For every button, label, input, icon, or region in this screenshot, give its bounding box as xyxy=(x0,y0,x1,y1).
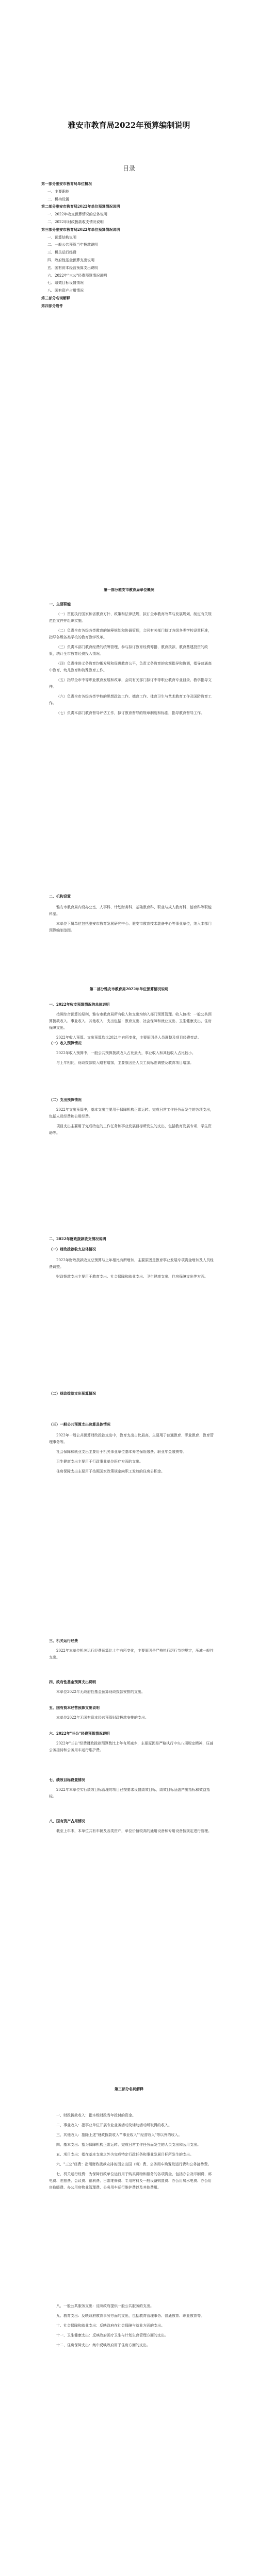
paragraph: 本单位2022年无国有资本经营预算财政拨款安排的支出。 xyxy=(56,1716,149,1720)
paragraph: 七、机关运行经费：为保障行政单位运行用于购买货物和服务的各项资金，包括办公及印刷费、邮电费、差旅费、会议费、福利费、日常维修费、专用材料及一般设备购置费、办公用房水电费、办公用房取暖费、办公用房物业管理费、公务用车运行维护费以及其他费用。 xyxy=(49,2172,212,2190)
toc-entry: 第二部分雅安市教育局2022年单位预算情况说明 xyxy=(41,204,120,209)
section7-body xyxy=(49,1787,214,1803)
table-of-contents xyxy=(41,180,217,310)
paragraph: 十、社会保障和就业支出：反映政府在社会保障与就业方面的支出。 xyxy=(56,2324,165,2328)
toc-title: 目录 xyxy=(122,165,135,172)
paragraph: （七）负责本部门教育督导评估工作，拟订教育督导的规章制度和标准，指导教育督导工作。 xyxy=(56,711,204,715)
part1-section1-heading: 一、主要职能 xyxy=(49,602,71,606)
paragraph: 按照综合预算的原则，雅安市教育局所有收入和支出均纳入部门预算管理。收入包括：一般公共预算拨款收入、事业收入、其他收入；支出包括：教育支出、社会保障和就业支出、卫生健康支出、住房保障支出。 xyxy=(49,1012,212,1030)
paragraph: 十二、住房保障支出：集中反映政府用于住房方面的支出。 xyxy=(56,2343,150,2347)
paragraph: 项目支出主要用于完成特定的工作任务和事业发展目标所发生的支出，包括教育发展专项、学生资助等。 xyxy=(49,1124,212,1135)
toc-entry: 第一部分雅安市教育局单位概况 xyxy=(41,181,92,186)
part2-section1-sub1: （一）收入预算情况 xyxy=(49,1041,82,1045)
paragraph: 一、财政拨款收入：指本级财政当年拨付的资金。 xyxy=(56,2113,136,2117)
part2-section1-sub1-body xyxy=(49,1050,214,1070)
section8-body xyxy=(49,1828,214,1838)
paragraph: 本单位2022年无政府性基金预算财政拨款安排的支出。 xyxy=(56,1690,145,1694)
part2-section2-heading: 二、2022年财政拨款收支情况说明 xyxy=(49,1236,106,1241)
paragraph: 2022年收入预算中，一般公共预算拨款收入占比最大，事业收入和其他收入占比较小。 xyxy=(56,1051,196,1055)
part1-section2-heading: 二、机构设置 xyxy=(49,894,71,899)
paragraph: （二）负责全市各级各类教育的统筹规划和协调管理，会同有关部门拟订各级各类学校设置标准，指导各级各类学校的教育教学改革。 xyxy=(49,629,212,639)
section5-heading: 五、国有资本经营预算支出说明 xyxy=(49,1705,100,1710)
paragraph: 本单位下属单位包括雅安市教育发展研究中心、雅安市教育技术装备中心等事业单位，纳入本部门预算编制范围。 xyxy=(49,922,212,933)
paragraph: 2022年"三公"经费财政拨款预算数比上年有所减少，主要原因是严格执行中央八项规定精神，压减公务接待和公务用车运行维护费。 xyxy=(49,1741,214,1752)
paragraph: 五、项目支出：指在基本支出之外为完成特定行政任务和事业发展目标所发生的支出。 xyxy=(56,2153,194,2157)
paragraph: 截至上年末，本单位共有车辆及各类资产，单位价值较高的通用设备和专用设备按规定进行管理。 xyxy=(56,1829,212,1833)
paragraph: 2022年本单位实行绩效目标管理的项目已按要求设置绩效目标，绩效目标涵盖产出指标和效益指标。 xyxy=(49,1788,210,1799)
part2-section2-sub3: （三）一般公共预算支出决算具体情况 xyxy=(49,1422,110,1427)
part2-section2-body xyxy=(49,1257,214,1283)
paragraph: 住房保障支出主要用于按照国家政策规定向职工发放的住房公积金。 xyxy=(56,1469,165,1473)
paragraph: 雅安市教育局内设办公室、人事科、计划财务科、基础教育科、职业与成人教育科、德育科等职能科室。 xyxy=(49,905,212,916)
toc-entry: 一、预算结构说明 xyxy=(47,235,76,240)
toc-entry: 一、2022年收支预算情况的总体说明 xyxy=(47,212,107,217)
paragraph: 2022年支出预算中，基本支出主要用于保障机构正常运转、完成日常工作任务而发生的各项支出，包括人员经费和公用经费。 xyxy=(49,1108,214,1118)
section4-body xyxy=(49,1689,214,1699)
glossary-heading: 第三部分名词解释 xyxy=(115,2087,143,2091)
toc-entry: 八、国有资产占用情况 xyxy=(47,289,84,293)
paragraph: 十一、卫生健康支出：反映政府医疗卫生与计划生育管理方面的支出。 xyxy=(56,2333,168,2337)
part1-heading: 第一部分雅安市教育局单位概况 xyxy=(104,587,154,592)
glossary-footer-body xyxy=(49,2303,214,2352)
section7-heading: 七、绩效目标设置情况 xyxy=(49,1777,85,1782)
part2-section1-heading: 一、2022年收支预算情况的总体说明 xyxy=(49,1002,110,1007)
paragraph: 2022年财政拨款收支总预算与上年相比有所增加，主要原因是教育事业发展专项资金增加及人员经费调整。 xyxy=(49,1258,214,1269)
paragraph: 三、其他收入：指除上述"财政拨款收入""事业收入""经营收入"等以外的收入。 xyxy=(56,2133,182,2137)
toc-entry: 第四部分附件 xyxy=(41,303,63,308)
toc-entry: 一、主要职能 xyxy=(47,189,69,194)
paragraph: （四）负责推进义务教育均衡发展和促进教育公平，负责义务教育的宏观指导和协调，指导普通高中教育、幼儿教育和特殊教育工作。 xyxy=(49,662,212,672)
paragraph: 六、"三公"经费：指用财政拨款安排的因公出国（境）费、公务用车购置及运行费和公务接待费。 xyxy=(56,2162,212,2166)
toc-entry: 七、绩效目标设置情况 xyxy=(47,281,84,285)
part2-section1-sub2: （二）支出预算情况 xyxy=(49,1097,82,1102)
section3-body xyxy=(49,1648,214,1664)
paragraph: 2022年收入预算、支出预算均比2021年有所变化，主要原因是人员调整及项目经费变动。 xyxy=(56,1036,201,1040)
section3-heading: 三、机关运行经费 xyxy=(49,1638,78,1643)
glossary-body xyxy=(49,2112,214,2194)
part1-section1-body xyxy=(49,611,214,720)
paragraph: （三）负责本部门教育经费的统筹管理，参与拟订教育经费筹措、教育拨款、教育基建投资的政策，统计全市教育经费投入情况。 xyxy=(49,645,208,656)
toc-entry: 第三部分雅安市教育局2022年单位预算情况说明 xyxy=(41,227,120,232)
paragraph: 卫生健康支出主要用于行政事业单位医疗方面的支出。 xyxy=(56,1460,143,1464)
paragraph: （一）贯彻执行国家和省教育方针、政策和法律法规，拟订全市教育改革与发展规划，制定有关规范性文件并组织实施。 xyxy=(49,612,212,623)
section8-heading: 八、国有资产占用情况 xyxy=(49,1819,85,1823)
toc-entry: 第三部分名词解释 xyxy=(41,295,70,300)
toc-entry: 二、机构设置 xyxy=(47,197,69,201)
paragraph: 与上年相比，财政拨款收入略有增加，主要原因是人员工资标准调整及教育项目增加。 xyxy=(56,1061,194,1065)
part2-section2-sub3-body xyxy=(49,1432,214,1478)
part2-section1-sub2-body xyxy=(49,1107,214,1140)
paragraph: 2022年本单位机关运行经费预算比上年有所变化，主要原因是严格执行厉行节约规定，压减一般性支出。 xyxy=(49,1649,214,1659)
toc-entry: 六、2022年"三公"经费预算情况说明 xyxy=(47,273,107,278)
paragraph: 四、基本支出：指为保障机构正常运转、完成日常工作任务而发生的人员支出和公用支出。 xyxy=(56,2143,201,2147)
paragraph: 社会保障和就业支出主要用于机关事业单位基本养老保险缴费、职业年金缴费等。 xyxy=(56,1450,186,1454)
part2-section2-sub1: （一）财政拨款收支总体情况 xyxy=(49,1247,96,1251)
toc-entry: 三、机关运行经费 xyxy=(47,250,76,255)
paragraph: （六）负责全市各级各类学校的思想政治工作、德育工作、体育卫生与艺术教育工作及国防教育工作。 xyxy=(49,694,212,705)
section4-heading: 四、政府性基金预算支出说明 xyxy=(49,1680,96,1684)
part1-section2-body xyxy=(49,904,214,937)
toc-entry: 二、2022年财政拨款收支情况说明 xyxy=(47,219,104,224)
paragraph: 九、教育支出：反映政府教育事务方面的支出，包括教育管理事务、普通教育、职业教育等。 xyxy=(56,2314,204,2318)
section5-body xyxy=(49,1715,214,1724)
paragraph: （五）指导全市中等职业教育发展和改革，会同有关部门拟订中等职业教育专业目录、教学指导文件。 xyxy=(49,678,212,689)
part2-section1-body xyxy=(49,1011,214,1044)
toc-entry: 二、一般公共预算当年拨款说明 xyxy=(47,243,98,247)
section6-body xyxy=(49,1740,214,1757)
section6-heading: 六、2022年"三公"经费预算情况说明 xyxy=(49,1731,110,1736)
toc-entry: 五、国有资本经营预算支出说明 xyxy=(47,265,98,270)
document-title: 雅安市教育局2022年预算编制说明 xyxy=(68,121,190,130)
paragraph: 二、事业收入：指事业单位开展专业业务活动及辅助活动所取得的收入。 xyxy=(56,2123,172,2127)
paragraph: 八、一般公共服务支出：反映政府提供一般公共服务的支出。 xyxy=(56,2304,154,2308)
paragraph: 2022年一般公共预算财政拨款支出中，教育支出占比最高，主要用于普通教育、职业教育、教育管理事务等。 xyxy=(49,1433,214,1444)
toc-entry: 四、政府性基金预算支出说明 xyxy=(47,258,94,262)
part2-heading: 第二部分雅安市教育局2022年单位预算情况说明 xyxy=(89,987,169,991)
paragraph: 财政拨款支出主要用于教育支出、社会保障和就业支出、卫生健康支出、住房保障支出等方面。 xyxy=(56,1275,208,1279)
part2-section2-sub2: （二）财政拨款支出预算情况 xyxy=(49,1391,96,1396)
